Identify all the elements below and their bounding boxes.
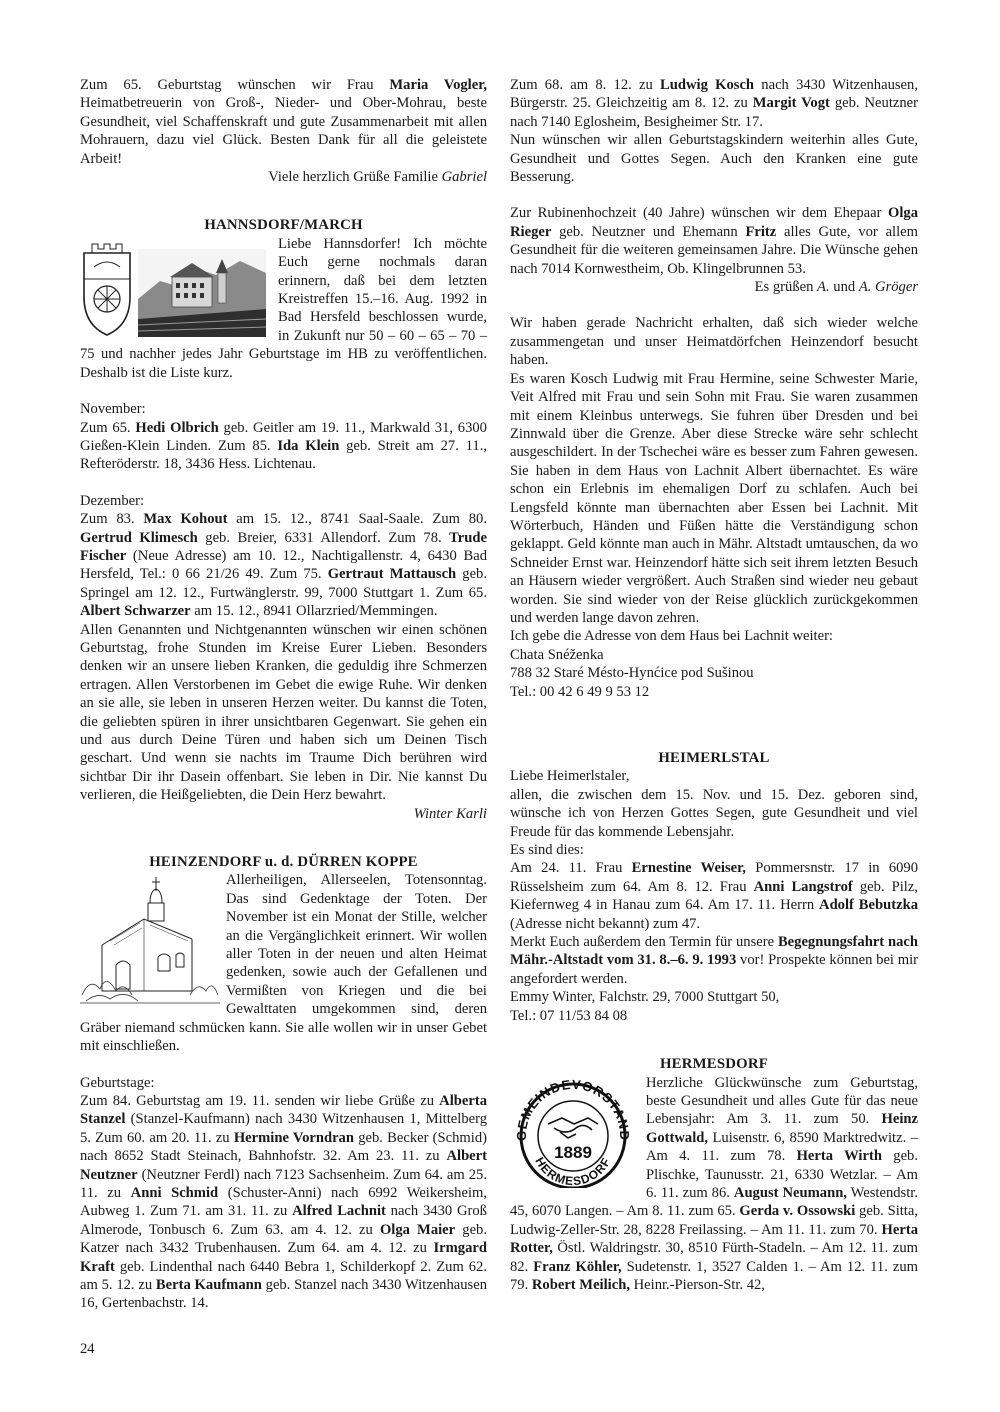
hannsdorf-signature: Winter Karli <box>413 805 487 822</box>
right-column <box>510 76 918 1294</box>
hannsdorf-crest-and-castle-image <box>80 239 270 339</box>
hannsdorf-intro-block <box>80 235 487 382</box>
heinzendorf-birthday-list: Zum 84. Geburtstag am 19. 11. senden wir liebe Grüße zu Alberta Stanzel (Stanzel-Kaufmann) nach 3430 Witzenhausen 1, Mittelberg 5. Zum 60. am 20. 11. zu Hermine Vorndran geb. Becker (Schmid) nach 8652 Stadt Steinach, Bahnhofstr. 32. Am 23. 11. zu Albert Neutzner (Neutzner Ferdl) nach 7123 Sachsenheim. Zum 64. am 25. 11. zu Anni Schmid (Schuster-Anni) nach 6992 Weikersheim, Aubweg 1. Zum 71. am 31. 11. zu Alfred Lachnit nach 3430 Groß Almerode, Tonbusch 6. Zum 63. am 4. 12. zu Olga Maier geb. Katzer nach 3432 Trubenhausen. Zum 64. am 4. 12. zu Irmgard Kraft geb. Lindenthal nach 6440 Bebra 1, Schilderkopf 2. Zum 62. am 5. 12. zu Berta Kaufmann geb. Stanzel nach 3430 Witzenhausen 16, Gertenbachstr. 14. <box>80 1092 488 1312</box>
rubin-signature: Es grüßen A. und A. Gröger <box>754 279 918 296</box>
vogler-paragraph <box>80 76 487 168</box>
heinzendorf-intro: Allerheiligen, Allerseelen, Totensonntag. Das sind Gedenktage der Toten. Der November ist ein Monat der Stille, welcher an die Vergänglichkeit erinnert. Wir wollen aller Toten in der neuen und alten Heimat gedenken, sowie auch der Gefallenen und Vermißten von Kriegen und die bei Gewalttaten umgekommen sind, deren Gräber niemand schmücken kann. Sie alle wollen wir in unser Gebet mit einschließen. <box>80 872 487 1055</box>
heimerlstal-signature-line-1: Emmy Winter, Falchstr. 29, 7000 Stuttgart 50, <box>510 989 780 1006</box>
dezember-label: Dezember: <box>80 492 145 509</box>
vogler-text-post: Heimatbetreuerin von Groß-, Nieder- und Ober-Mohrau, beste Gesundheit, viel Schaffenskraft und gute Zusammenarbeit mit allen Mohrauern, dazu viel Glück. Besten Dank für all die geleistete Arbeit! <box>80 95 487 167</box>
address-intro: Ich gebe die Adresse von dem Haus bei Lachnit weiter: <box>510 628 833 645</box>
hermesdorf-list: Herzliche Glückwünsche zum Geburtstag, beste Gesundheit und alles Gute für das neue Lebensjahr: Am 3. 11. zum 50. Heinz Gottwald, Luisenstr. 6, 8590 Marktredwitz. – Am 4. 11. zum 78. Herta Wirth geb. Plischke, Taunusstr. 21, 6330 Wetzlar. – Am 6. 11. zum 86. August Neumann, Westendstr. 45, 6070 Langen. – Am 8. 11. zum 65. Gerda v. Ossowski geb. Sitta, Ludwig-Zeller-Str. 28, 8228 Freilassing. – Am 11. 11. zum 70. Herta Rotter, Östl. Waldringstr. 30, 8510 Fürth-Stadeln. – Am 12. 11. zum 82. Franz Köhler, Sudetenstr. 1, 3527 Calden 1. – Am 12. 11. zum 79. Robert Meilich, Heinr.-Pierson-Str. 42, <box>510 1074 918 1293</box>
page-number: 24 <box>80 1341 95 1357</box>
vogler-signature: Viele herzlich Grüße Familie Gabriel <box>268 169 487 186</box>
address-line-1: Chata Snéženka <box>510 646 604 663</box>
news-paragraph: Wir haben gerade Nachricht erhalten, daß sich wieder welche zusammengetan und unser Heimatdörfchen Heinzendorf besucht haben. <box>510 315 918 369</box>
november-label: November: <box>80 401 146 418</box>
geburtstage-label: Geburtstage: <box>80 1074 155 1091</box>
heinzendorf-intro-block <box>80 871 487 1055</box>
left-column <box>80 76 487 1313</box>
november-list: Zum 65. Hedi Olbrich geb. Geitler am 19. 11., Markwald 31, 6300 Gießen-Klein Linden. Zum 85. Ida Klein geb. Streit am 27. 11., Refteröderstr. 18, 3436 Hess. Lichtenau. <box>80 419 488 473</box>
vogler-text-pre: Zum 65. Geburtstag wünschen wir Frau <box>80 77 390 93</box>
svg-text:GEMEINDEVORSTAND <box>514 1078 632 1141</box>
castle-photo-icon <box>138 249 266 337</box>
heinzendorf-continued-list: Zum 68. am 8. 12. zu Ludwig Kosch nach 3430 Witzenhausen, Bürgerstr. 25. Gleichzeitig am 8. 12. zu Margit Vogt geb. Neutzner nach 7140 Eglosheim, Besigheimer Str. 17. <box>510 77 918 130</box>
hermesdorf-heading: HERMESDORF <box>659 1056 769 1073</box>
hermesdorf-block <box>510 1074 918 1295</box>
stamp-year: 1889 <box>554 1142 592 1162</box>
address-line-3: Tel.: 00 42 6 49 9 53 12 <box>510 683 650 700</box>
heimerlstal-text: allen, die zwischen dem 15. Nov. und 15. Dez. geboren sind, wünsche ich von Herzen Gottes Segen, gute Gesundheit und viel Freude für das kommende Lebensjahr. <box>510 786 918 840</box>
handshake-icon <box>548 1118 598 1138</box>
dezember-list: Zum 83. Max Kohout am 15. 12., 8741 Saal-Saale. Zum 80. Gertrud Klimesch geb. Breier, 6331 Allendorf. Zum 78. Trude Fischer (Neue Adresse) am 10. 12., Nachtigallenstr. 4, 6430 Bad Hersfeld, Tel.: 0 66 21/26 49. Zum 75. Gertraut Mattausch geb. Springel am 12. 12., Furtwänglerstr. 99, 7000 Stuttgart 1. Zum 65. Albert Schwarzer am 15. 12., 8941 Ollarzried/Memmingen. <box>80 511 487 620</box>
coat-of-arms-icon <box>84 244 130 335</box>
trip-paragraph: Es waren Kosch Ludwig mit Frau Hermine, seine Schwester Marie, Veit Alfred mit Frau und sein Sohn mit Frau. Sie waren zusammen mit einem Kleinbus unterwegs. Sie fuhren über Dresden und bei Zinnwald über die Grenze. Aber diese Strecke wäre sehr schlecht ausgeschildert. In der Tschechei wäre es besser zum Fahren gewesen. Sie haben in dem Haus von Lachnit Albert übernachtet. Es wäre schon ein Erlebnis im ehemaligen Dorf zu schlafen. Auch bei Lengsfeld könnte man übernachten aber Essen bei Lachnit. Mit Wörterbuch, Händen und Füßen hätte die Verständigung schon geklappt. Geld könnte man auch in Mähr. Altstadt umtauschen, da wo Schneider Ernst war. Heinzendorf hätte sich seit ihrem letzten Besuch an Häusern wieder vergrößert. Auch Straßen sind wieder neu gebaut worden. Sie sind wieder von der Reise glücklich zurückgekommen und werden lange davon zehren. <box>510 370 918 626</box>
stamp-bottom-text: HERMESDORF <box>532 1154 614 1188</box>
heimerlstal-list: Am 24. 11. Frau Ernestine Weiser, Pommersnstr. 17 in 6090 Rüsselsheim zum 64. Am 8. 12. Frau Anni Langstrof geb. Pilz, Kiefernweg 4 in Hanau zum 64. Am 17. 11. Herrn Adolf Bebutzka (Adresse nicht bekannt) zum 47. <box>510 860 919 932</box>
vogler-signature-name: Gabriel <box>441 169 487 186</box>
heimerlstal-es-sind: Es sind dies: <box>510 842 584 859</box>
chapel-icon <box>102 877 192 991</box>
heimerlstal-termin: Merkt Euch außerdem den Termin für unsere Begegnungsfahrt nach Mähr.-Altstadt vom 31. 8.–6. 9. 1993 vor! Prospekte können bei mir angefordert werden. <box>510 934 919 987</box>
hannsdorf-closing: Allen Genannten und Nichtgenannten wünschen wir einen schönen Geburtstag, frohe Stunden im Kreise Eurer Lieben. Besonders denken wir an unsere lieben Kranken, die geduldig ihre Schmerzen ertragen. Allen Verstorbenen im Gebet die ewige Ruhe. Wir denken an sie alle, sie leben in unseren Herzen weiter. Du kannst die Toten, die geliebten spüren in ihrer unsichtbaren Gegenwart. Sie gehen ein und aus durch Deine Türen und haben sich um Deinen Tisch geschart. Und wenn sie nachts im Traume Dich berühren wird sichtbar Dir ihr Dasein offenbart. Sie leben in Dir. Nie kannst Du verlieren, die Heißgeliebten, die Dein Herz bewahrt. <box>80 621 487 804</box>
rubin-paragraph: Zur Rubinenhochzeit (40 Jahre) wünschen wir dem Ehepaar Olga Rieger geb. Neutzner und Ehemann Fritz alles Gute, vor allem Gesundheit für die weiteren gemeinsamen Jahre. Die Wünsche gehen nach 7014 Kornwestheim, Ob. Klingelbrunnen 53. <box>510 205 918 277</box>
heimerlstal-greeting: Liebe Heimerlstaler, <box>510 768 630 785</box>
heinzendorf-heading: HEINZENDORF u. d. DÜRREN KOPPE <box>149 854 418 871</box>
bushes-icon <box>80 982 220 1004</box>
address-line-2: 788 32 Staré Mésto-Hynćice pod Sušinou <box>510 665 754 682</box>
hannsdorf-intro: Liebe Hannsdorfer! Ich möchte Euch gerne nochmals daran erinnern, daß bei dem letzten Kreistreffen 15.–16. Aug. 1992 in Bad Hersfeld beschlossen wurde, in Zukunft nur 50 – 60 – 65 – 70 – 75 und nachher jedes Jahr Geburtstage im HB zu veröffentlichen. Deshalb ist die Liste kurz. <box>80 235 487 381</box>
vogler-name: Maria Vogler, <box>389 77 487 93</box>
chapel-drawing-image <box>80 873 220 1005</box>
hannsdorf-heading: HANNSDORF/MARCH <box>204 217 363 234</box>
heimerlstal-signature-line-2: Tel.: 07 11/53 84 08 <box>510 1007 628 1024</box>
heinzendorf-wishes: Nun wünschen wir allen Geburtstagskindern weiterhin alles Gute, Gesundheit und Gottes Segen. Auch den Kranken eine gute Besserung. <box>510 132 918 186</box>
heimerlstal-heading: HEIMERLSTAL <box>658 750 770 766</box>
stamp-top-text: GEMEINDEVORSTAND <box>513 1077 633 1141</box>
gemeindevorstand-stamp <box>510 1078 636 1188</box>
